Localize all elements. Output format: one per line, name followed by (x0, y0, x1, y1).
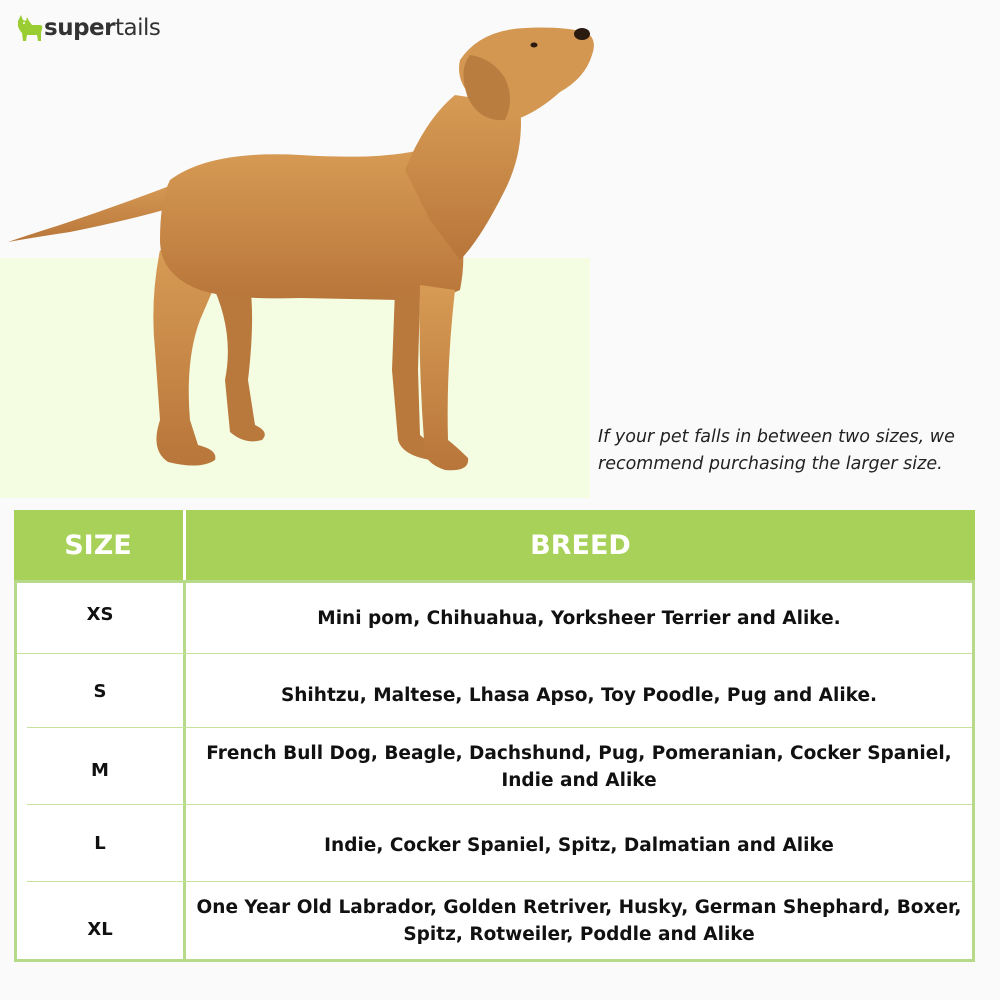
breed-cell: One Year Old Labrador, Golden Retriver, Husky, German Shephard, Boxer, Spitz, Rotweiler, Poddle and Alike (196, 897, 962, 945)
size-cell: S (93, 680, 107, 702)
table-row (17, 728, 972, 805)
breed-cell: Mini pom, Chihuahua, Yorksheer Terrier and Alike. (317, 607, 841, 629)
table-row (17, 654, 972, 728)
table-row (17, 583, 972, 653)
size-cell: XS (86, 603, 114, 625)
table-row (17, 805, 972, 881)
puppy-eye (531, 43, 538, 48)
puppy-tail (8, 182, 180, 242)
brand-name-light: tails (114, 15, 161, 41)
puppy-nose (574, 28, 590, 40)
table-body (14, 580, 975, 962)
puppy-back-leg-far (210, 280, 265, 441)
sizing-recommendation-note (598, 424, 978, 478)
header-size: SIZE (64, 529, 132, 561)
size-chart-table (14, 510, 975, 962)
table-row (17, 882, 972, 960)
breed-cell: Indie, Cocker Spaniel, Spitz, Dalmatian and Alike (324, 834, 834, 856)
table-header (14, 510, 975, 580)
brand-name-bold: super (44, 15, 115, 41)
puppy-illustration (0, 0, 600, 500)
sizing-note-line-1: If your pet falls in between two sizes, we (598, 427, 955, 447)
header-breed: BREED (530, 529, 631, 561)
size-cell: L (94, 832, 106, 854)
breed-cell: French Bull Dog, Beagle, Dachshund, Pug, Pomeranian, Cocker Spaniel, Indie and Alike (206, 742, 952, 791)
size-cell: M (91, 760, 109, 781)
breed-cell: Shihtzu, Maltese, Lhasa Apso, Toy Poodle, Pug and Alike. (280, 684, 878, 706)
sizing-note-line-2: recommend purchasing the larger size. (598, 454, 943, 474)
size-cell: XL (87, 918, 113, 940)
puppy-front-leg-near (420, 285, 469, 470)
